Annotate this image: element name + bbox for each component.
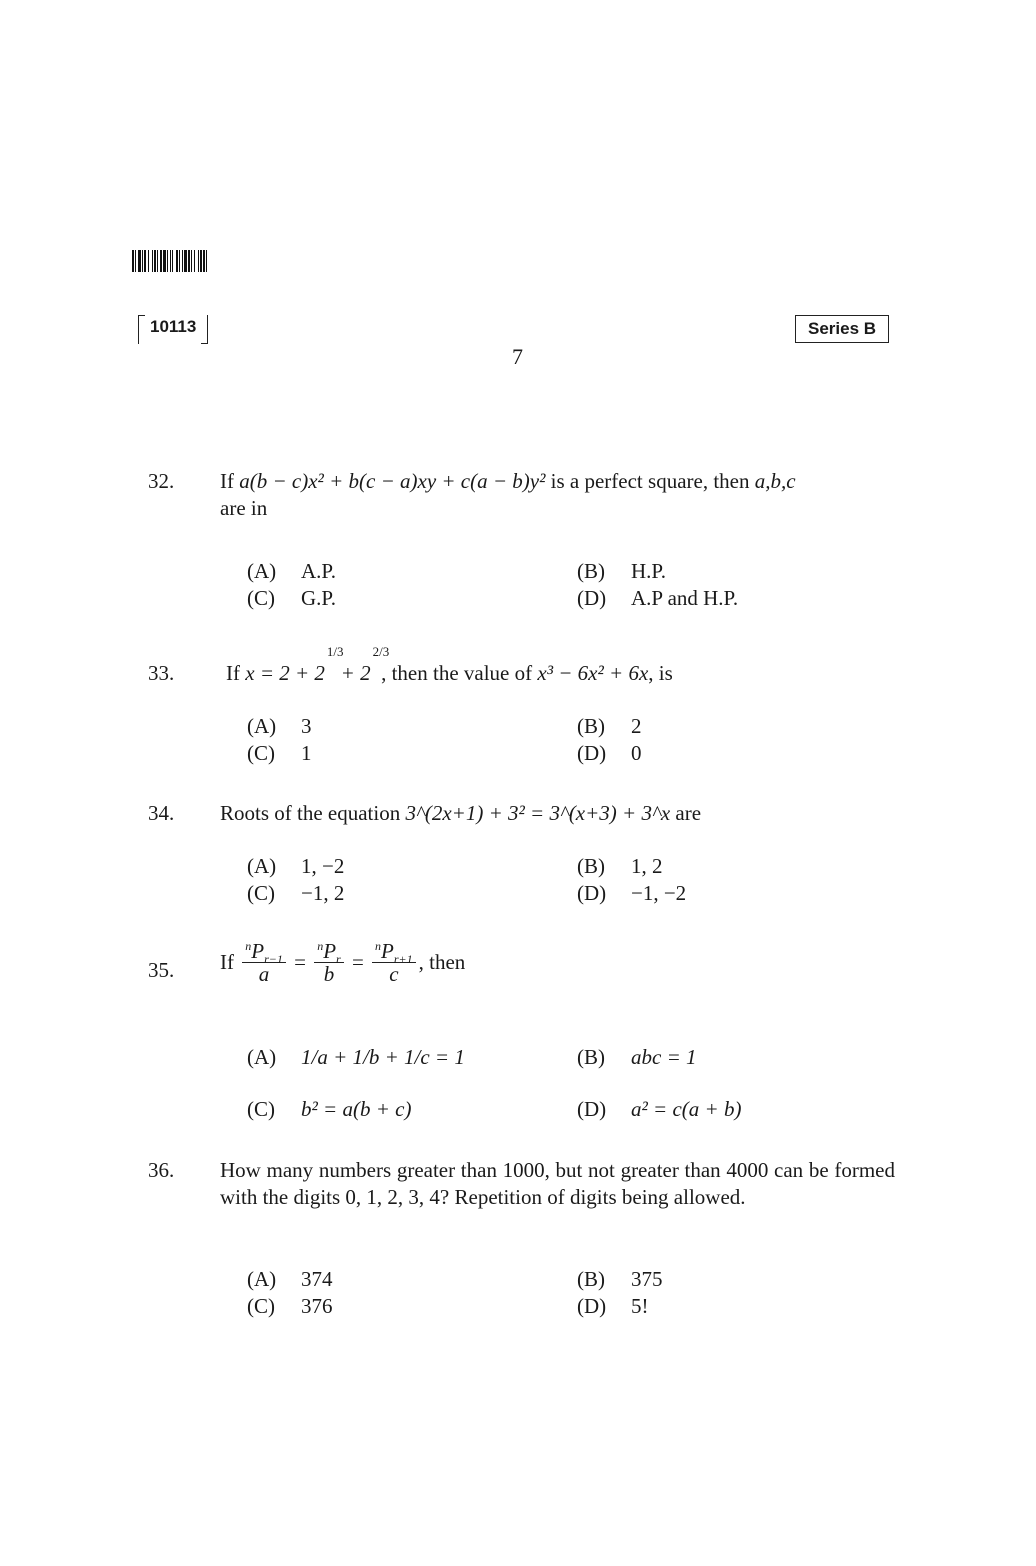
option-b[interactable]: (B) 2 (577, 714, 642, 738)
paper-code-box (138, 313, 206, 341)
barcode (132, 250, 298, 272)
question-number: 34. (148, 801, 175, 825)
option-d[interactable]: (D) −1, −2 (577, 881, 687, 905)
option-c[interactable]: (C) 1 (247, 741, 312, 765)
option-d[interactable]: (D) A.P and H.P. (577, 586, 739, 610)
equation: 3^(2x+1) + 3² = 3^(x+3) + 3^x (405, 801, 671, 825)
option-d[interactable]: (D) a² = c(a + b) (577, 1097, 742, 1121)
option-b[interactable]: (B) H.P. (577, 559, 667, 583)
option-d[interactable]: (D) 0 (577, 741, 642, 765)
option-a[interactable]: (A) 374 (247, 1267, 333, 1291)
option-a[interactable]: (A) 1/a + 1/b + 1/c = 1 (247, 1045, 465, 1069)
question-text: Roots of the equation 3^(2x+1) + 3² = 3^(x+3) + 3^x are (220, 801, 702, 825)
barcode-bar (207, 250, 210, 272)
page-number: 7 (512, 344, 523, 369)
option-a[interactable]: (A) 3 (247, 714, 312, 738)
option-b[interactable]: (B) 375 (577, 1267, 663, 1291)
series-label: Series B (808, 319, 877, 338)
option-b[interactable]: (B) 1, 2 (577, 854, 663, 878)
question-number: 32. (148, 469, 175, 493)
fraction-1: $\frac{^nP_{r-1}}{a}$ (242, 940, 286, 985)
question-text: If $\frac{^nP_{r-1}}{a}$ = $\frac{^nP_r}{b}$ = $\frac{^nP_{r+1}}{c}$ , then (220, 939, 466, 986)
option-b[interactable]: (B) abc = 1 (577, 1045, 697, 1069)
exponent-two-thirds: 2/3 (372, 644, 390, 659)
question-number: 33. (148, 661, 175, 685)
series-box (795, 315, 889, 343)
paper-code: 10113 (150, 317, 197, 336)
question-text: If a(b − c)x² + b(c − a)xy + c(a − b)y² is a perfect square, then a,b,c are in (220, 469, 796, 520)
fraction-3: $\frac{^nP_{r+1}}{c}$ (372, 940, 416, 985)
option-c[interactable]: (C) G.P. (247, 586, 337, 610)
option-a[interactable]: (A) A.P. (247, 559, 337, 583)
option-c[interactable]: (C) b² = a(b + c) (247, 1097, 412, 1121)
exponent-one-third: 1/3 (326, 644, 344, 659)
fraction-2: $\frac{^nP_r}{b}$ (314, 940, 344, 985)
question-number: 35. (148, 958, 175, 982)
option-c[interactable]: (C) 376 (247, 1294, 333, 1318)
option-a[interactable]: (A) 1, −2 (247, 854, 345, 878)
question-text: How many numbers greater than 1000, but not greater than 4000 can be formed with the digits 0, 1, 2, 3, 4? Repetition of digits being allowed. (220, 1158, 895, 1209)
option-c[interactable]: (C) −1, 2 (247, 881, 345, 905)
question-text: If x = 2 + 2 1/3 + 2 2/3 , then the value of x³ − 6x² + 6x, is (226, 660, 901, 687)
option-d[interactable]: (D) 5! (577, 1294, 649, 1318)
question-number: 36. (148, 1158, 175, 1182)
